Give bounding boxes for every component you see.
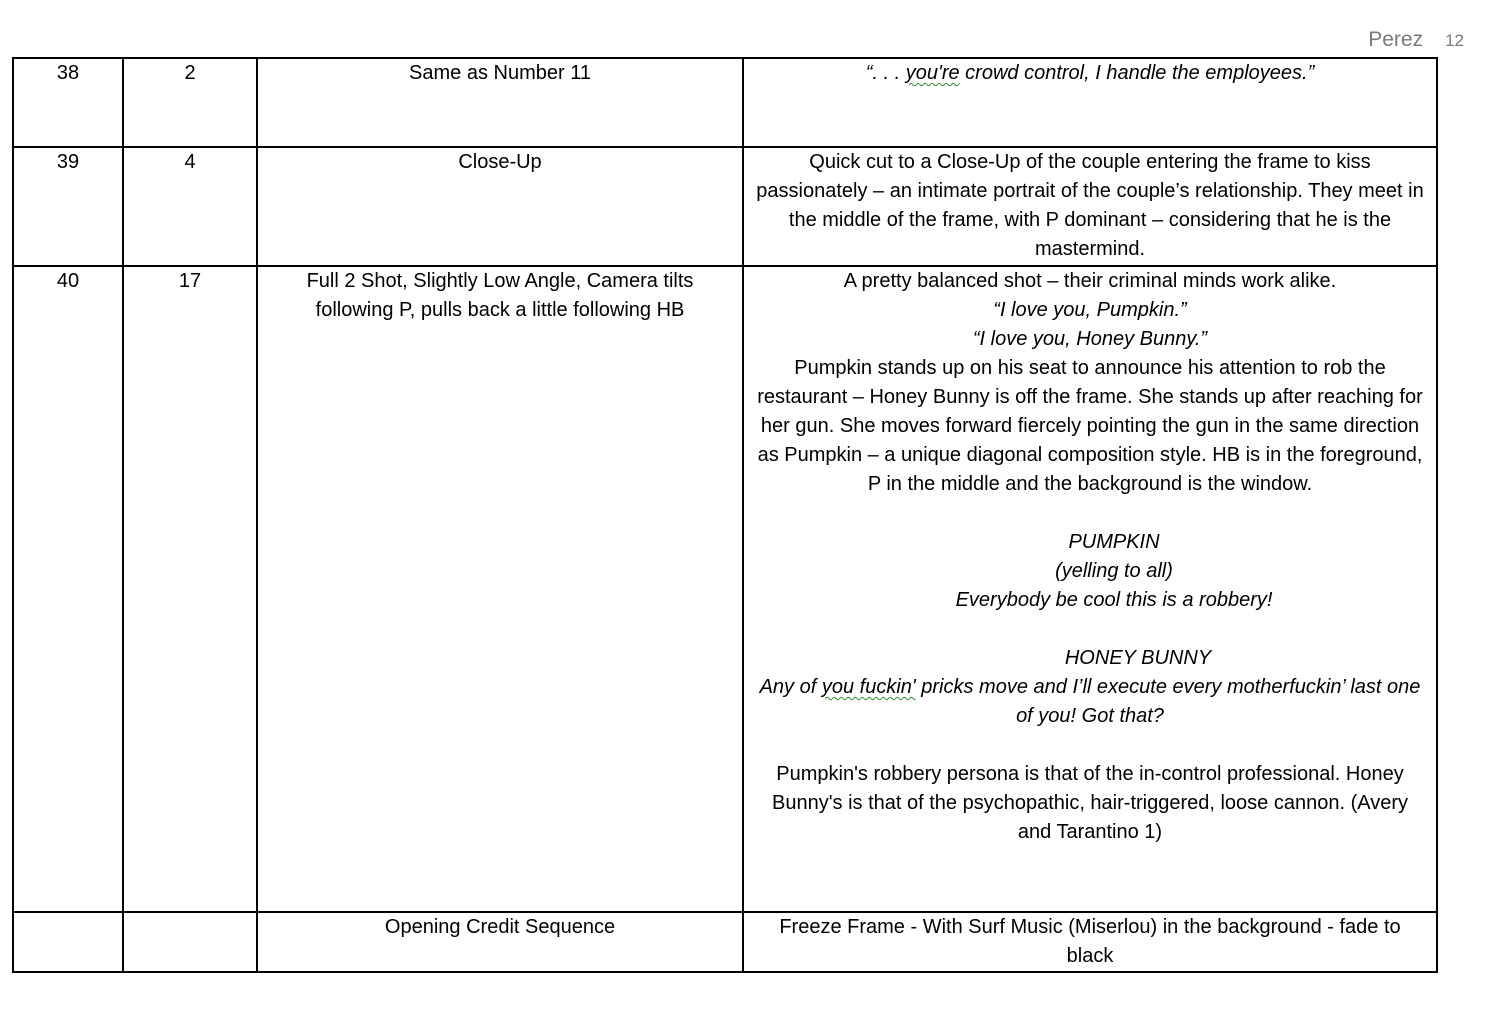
dialogue-line: “I love you, Honey Bunny.”: [972, 328, 1208, 350]
dialogue-part: Any of: [759, 676, 822, 698]
dialogue-line: Everybody be cool this is a robbery!: [955, 589, 1273, 611]
header-author: Perez: [1368, 28, 1424, 51]
shot-number-cell: 38: [13, 58, 123, 147]
page-header: [1368, 28, 1464, 52]
dialogue-line: [756, 673, 1424, 731]
header-page-number: 12: [1445, 31, 1464, 50]
table-row: [13, 912, 1437, 972]
spacer: [756, 499, 1424, 528]
description-cell: Freeze Frame - With Surf Music (Miserlou) in the background - fade to black: [743, 912, 1437, 972]
quote-open: “. . .: [865, 62, 906, 84]
shot-intro: A pretty balanced shot – their criminal minds work alike.: [843, 270, 1337, 292]
table-row: [13, 266, 1437, 912]
description-cell: [743, 266, 1437, 912]
duration-cell: 17: [123, 266, 257, 912]
table-row: [13, 147, 1437, 266]
dialogue-line: “I love you, Pumpkin.”: [993, 299, 1187, 321]
shot-list-table: [12, 57, 1438, 973]
character-name: PUMPKIN: [1068, 531, 1160, 553]
quote-close: crowd control, I handle the employees.”: [959, 62, 1315, 84]
shot-number-cell: 40: [13, 266, 123, 912]
spellcheck-flagged-word: you fuckin': [821, 676, 916, 698]
shot-number-cell: 39: [13, 147, 123, 266]
character-name: HONEY BUNNY: [1064, 647, 1212, 669]
description-cell: [743, 58, 1437, 147]
spacer: [756, 731, 1424, 760]
shot-number-cell: [13, 912, 123, 972]
shot-type-cell: Close-Up: [257, 147, 743, 266]
duration-cell: 4: [123, 147, 257, 266]
shot-type-cell: Same as Number 11: [257, 58, 743, 147]
action-description: Pumpkin stands up on his seat to announce his attention to rob the restaurant – Honey Bunny is off the frame. She stands up after reaching for her gun. She moves forward fiercely pointing the gun in the same direction as Pumpkin – a unique diagonal composition style. HB is in the foreground, P in the middle and the background is the window.: [757, 357, 1423, 495]
dialogue-part: pricks move and I’ll execute every motherfuckin’ last one of you! Got that?: [915, 676, 1421, 727]
description-cell: Quick cut to a Close-Up of the couple entering the frame to kiss passionately – an intimate portrait of the couple’s relationship. They meet in the middle of the frame, with P dominant – considering that he is the mastermind.: [743, 147, 1437, 266]
table-row: [13, 58, 1437, 147]
spellcheck-flagged-word: you're: [905, 62, 960, 84]
dialogue-quote: [866, 62, 1315, 84]
spacer: [756, 615, 1424, 644]
citation-text: Pumpkin's robbery persona is that of the in-control professional. Honey Bunny's is that of the psychopathic, hair-triggered, loose cannon. (Avery and Tarantino 1): [771, 763, 1409, 843]
parenthetical: (yelling to all): [1055, 560, 1173, 582]
shot-type-cell: Full 2 Shot, Slightly Low Angle, Camera tilts following P, pulls back a little following HB: [257, 266, 743, 912]
duration-cell: 2: [123, 58, 257, 147]
shot-type-cell: Opening Credit Sequence: [257, 912, 743, 972]
duration-cell: [123, 912, 257, 972]
